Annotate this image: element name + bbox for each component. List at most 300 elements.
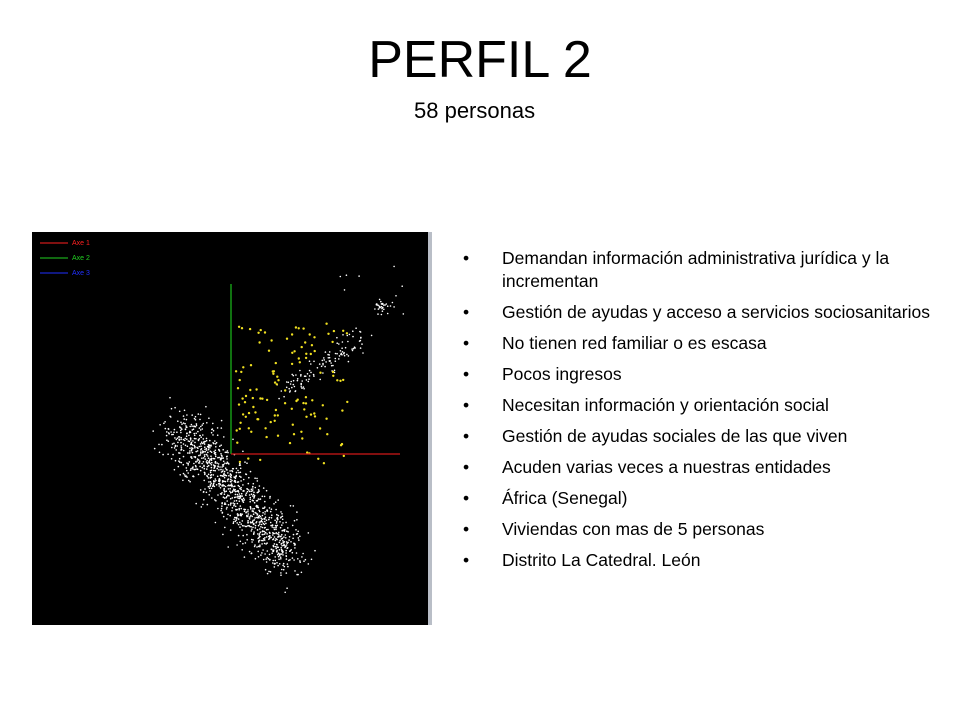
scatter-point <box>227 479 229 481</box>
scatter-point <box>281 538 283 540</box>
scatter-point <box>236 468 238 470</box>
scatter-point <box>274 529 276 531</box>
scatter-point <box>324 366 326 368</box>
scatter-point <box>205 406 207 408</box>
scatter-point <box>165 428 167 430</box>
scatter-point <box>207 504 209 506</box>
scatter-point <box>239 464 241 466</box>
legend-label-axe-1: Axe 1 <box>72 240 90 247</box>
scatter-point <box>255 525 257 527</box>
scatter-point <box>259 528 261 530</box>
scatter-point <box>271 517 273 519</box>
scatter-point <box>344 289 346 291</box>
scatter-point <box>258 498 260 500</box>
scatter-point <box>291 333 293 335</box>
scatter-point <box>284 545 286 547</box>
scatter-point <box>257 332 259 334</box>
scatter-point <box>236 517 238 519</box>
scatter-point <box>307 373 309 375</box>
scatter-point <box>178 452 180 454</box>
scatter-point <box>286 558 288 560</box>
scatter-point <box>275 501 277 503</box>
list-item: • Distrito La Catedral. León <box>452 549 947 572</box>
scatter-point <box>220 475 222 477</box>
scatter-point <box>176 445 178 447</box>
scatter-point <box>230 504 232 506</box>
scatter-point <box>249 494 251 496</box>
scatter-point <box>170 416 172 418</box>
scatter-point <box>338 343 340 345</box>
scatter-point <box>203 480 205 482</box>
scatter-point <box>220 469 222 471</box>
scatter-point <box>243 501 245 503</box>
scatter-point <box>313 374 315 376</box>
scatter-point <box>362 352 364 354</box>
scatter-point <box>260 531 262 533</box>
scatter-point <box>340 354 342 356</box>
scatter-point <box>310 363 312 365</box>
scatter-point <box>251 489 253 491</box>
scatter-point <box>281 553 283 555</box>
scatter-point <box>295 374 297 376</box>
scatter-point <box>215 456 217 458</box>
scatter-point <box>242 500 244 502</box>
scatter-point <box>330 362 332 364</box>
scatter-point <box>232 471 234 473</box>
scatter-point <box>287 527 289 529</box>
scatter-point <box>232 439 234 441</box>
scatter-point <box>179 474 181 476</box>
scatter-point <box>275 560 277 562</box>
scatter-point <box>216 484 218 486</box>
scatter-point <box>192 429 194 431</box>
scatter-point <box>285 552 287 554</box>
scatter-point <box>235 478 237 480</box>
scatter-point <box>274 563 276 565</box>
scatter-point <box>304 375 306 377</box>
scatter-point <box>275 540 277 542</box>
scatter-point <box>238 481 240 483</box>
scatter-point <box>264 331 266 333</box>
scatter-point <box>214 452 216 454</box>
scatter-point <box>189 452 191 454</box>
scatter-point <box>166 439 168 441</box>
scatter-point <box>249 501 251 503</box>
scatter-point <box>299 370 301 372</box>
scatter-point <box>224 475 226 477</box>
scatter-point <box>251 541 253 543</box>
scatter-point <box>329 357 331 359</box>
scatter-point <box>203 457 205 459</box>
scatter-point <box>202 434 204 436</box>
scatter-point <box>290 381 292 383</box>
scatter-point <box>282 554 284 556</box>
scatter-point <box>359 340 361 342</box>
scatter-point <box>276 383 278 385</box>
scatter-point <box>326 433 328 435</box>
scatter-point <box>242 490 244 492</box>
scatter-point <box>189 461 191 463</box>
scatter-point <box>270 537 272 539</box>
scatter-point <box>195 461 197 463</box>
scatter-point <box>235 506 237 508</box>
scatter-point <box>190 437 192 439</box>
scatter-point <box>278 556 280 558</box>
scatter-point <box>278 559 280 561</box>
scatter-point <box>235 476 237 478</box>
scatter-point <box>230 479 232 481</box>
scatter-point <box>266 519 268 521</box>
scatter-point <box>247 525 249 527</box>
scatter-point <box>204 449 206 451</box>
scatter-point <box>204 488 206 490</box>
scatter-point <box>193 463 195 465</box>
list-item: • Necesitan información y orientación social <box>452 394 947 417</box>
scatter-point <box>229 491 231 493</box>
scatter-point <box>201 506 203 508</box>
scatter-point <box>172 434 174 436</box>
scatter-point <box>206 462 208 464</box>
scatter-point <box>261 398 263 400</box>
scatter-point <box>183 422 185 424</box>
scatter-point <box>286 572 288 574</box>
scatter-point <box>207 455 209 457</box>
scatter-point <box>325 361 327 363</box>
scatter-point <box>197 431 199 433</box>
scatter-point <box>166 435 168 437</box>
scatter-point <box>235 491 237 493</box>
scatter-point <box>257 551 259 553</box>
scatter-point <box>201 424 203 426</box>
scatter-point <box>240 505 242 507</box>
scatter-point <box>204 468 206 470</box>
scatter-point <box>303 408 305 410</box>
scatter-point <box>217 494 219 496</box>
scatter-point <box>208 449 210 451</box>
scatter-point <box>237 515 239 517</box>
scatter-point <box>199 466 201 468</box>
scatter-point <box>251 522 253 524</box>
scatter-point <box>195 426 197 428</box>
scatter-point <box>244 461 246 463</box>
scatter-point <box>311 344 313 346</box>
legend-label-axe-2: Axe 2 <box>72 255 90 262</box>
scatter-point <box>265 523 267 525</box>
scatter-point <box>336 353 338 355</box>
scatter-point <box>261 524 263 526</box>
scatter-point <box>258 525 260 527</box>
scatter-point <box>233 488 235 490</box>
scatter-point <box>298 537 300 539</box>
scatter-point <box>208 474 210 476</box>
scatter-point <box>225 503 227 505</box>
scatter-point <box>176 431 178 433</box>
scatter-point <box>224 491 226 493</box>
scatter-point <box>168 440 170 442</box>
scatter-point <box>221 458 223 460</box>
scatter-point <box>264 427 266 429</box>
scatter-point <box>259 523 261 525</box>
scatter-point <box>371 335 373 337</box>
scatter-point <box>260 516 262 518</box>
scatter-point <box>387 313 389 315</box>
scatter-point <box>346 401 348 403</box>
scatter-point <box>196 423 198 425</box>
scatter-point <box>294 547 296 549</box>
scatter-point <box>251 493 253 495</box>
scatter-point <box>227 452 229 454</box>
scatter-point <box>269 497 271 499</box>
scatter-point <box>302 402 304 404</box>
scatter-point <box>274 533 276 535</box>
scatter-point <box>216 468 218 470</box>
scatter-point <box>249 491 251 493</box>
scatter-point <box>258 341 260 343</box>
scatter-point <box>251 490 253 492</box>
scatter-point <box>221 466 223 468</box>
scatter-point <box>331 365 333 367</box>
scatter-point <box>340 444 342 446</box>
scatter-point <box>206 454 208 456</box>
scatter-point <box>303 386 305 388</box>
scatter-point <box>282 550 284 552</box>
scatter-point <box>188 435 190 437</box>
scatter-point <box>211 432 213 434</box>
scatter-point <box>254 517 256 519</box>
scatter-point <box>222 480 224 482</box>
scatter-point <box>220 510 222 512</box>
scatter-point <box>253 531 255 533</box>
scatter-point <box>321 366 323 368</box>
scatter-point <box>223 485 225 487</box>
scatter-point <box>377 313 379 315</box>
scatter-point <box>358 275 360 277</box>
scatter-point <box>208 457 210 459</box>
scatter-point <box>236 472 238 474</box>
scatter-point <box>224 493 226 495</box>
scatter-point <box>374 308 376 310</box>
scatter-point <box>267 573 269 575</box>
scatter-point <box>223 461 225 463</box>
scatter-point <box>272 526 274 528</box>
scatter-point <box>381 303 383 305</box>
scatter-point <box>250 364 252 366</box>
scatter-point <box>250 497 252 499</box>
scatter-point <box>225 467 227 469</box>
scatter-point <box>243 498 245 500</box>
scatter-point <box>247 491 249 493</box>
scatter-point <box>183 418 185 420</box>
scatter-point <box>178 466 180 468</box>
scatter-point <box>303 560 305 562</box>
scatter-point <box>248 483 250 485</box>
scatter-point <box>226 518 228 520</box>
scatter-point <box>183 443 185 445</box>
scatter-point <box>186 435 188 437</box>
scatter-point <box>279 549 281 551</box>
scatter-point <box>283 396 285 398</box>
scatter-point <box>248 477 250 479</box>
scatter-point <box>198 455 200 457</box>
scatter-point <box>230 498 232 500</box>
scatter-point <box>194 435 196 437</box>
scatter-point <box>244 556 246 558</box>
scatter-point <box>238 485 240 487</box>
scatter-point <box>264 533 266 535</box>
scatter-point <box>346 354 348 356</box>
scatter-point <box>179 411 181 413</box>
scatter-point <box>221 455 223 457</box>
scatter-point <box>227 463 229 465</box>
scatter-point <box>245 509 247 511</box>
scatter-point <box>286 544 288 546</box>
scatter-point <box>263 507 265 509</box>
scatter-point <box>226 507 228 509</box>
scatter-point <box>191 456 193 458</box>
scatter-point <box>193 475 195 477</box>
scatter-point <box>278 532 280 534</box>
scatter-point <box>201 457 203 459</box>
scatter-point <box>341 347 343 349</box>
scatter-point <box>225 481 227 483</box>
scatter-point <box>170 431 172 433</box>
scatter-point <box>305 357 307 359</box>
scatter-point <box>202 443 204 445</box>
scatter-point <box>322 360 324 362</box>
scatter-point <box>310 372 312 374</box>
scatter-point <box>296 552 298 554</box>
scatter-point <box>185 475 187 477</box>
scatter-point <box>214 470 216 472</box>
scatter-point <box>195 451 197 453</box>
scatter-point <box>208 486 210 488</box>
scatter-point <box>189 481 191 483</box>
scatter-point <box>152 430 154 432</box>
scatter-point <box>276 562 278 564</box>
scatter-point <box>233 519 235 521</box>
scatter-point <box>268 571 270 573</box>
scatter-point <box>180 432 182 434</box>
scatter-point <box>328 354 330 356</box>
scatter-point <box>277 435 279 437</box>
scatter-point <box>262 527 264 529</box>
scatter-point <box>343 352 345 354</box>
scatter-point <box>226 490 228 492</box>
scatter-point <box>287 566 289 568</box>
scatter-point <box>231 480 233 482</box>
scatter-point <box>336 337 338 339</box>
scatter-point <box>254 411 256 413</box>
scatter-point <box>275 546 277 548</box>
scatter-point <box>232 490 234 492</box>
scatter-point <box>281 390 283 392</box>
scatter-point <box>226 508 228 510</box>
scatter-point <box>201 448 203 450</box>
scatter-point <box>265 558 267 560</box>
scatter-point <box>387 305 389 307</box>
scatter-point <box>235 509 237 511</box>
scatter-point <box>282 565 284 567</box>
scatter-point <box>274 520 276 522</box>
scatter-point <box>231 486 233 488</box>
scatter-point <box>209 458 211 460</box>
scatter-point <box>226 469 228 471</box>
scatter-point <box>284 389 286 391</box>
legend-label-axe-3: Axe 3 <box>72 270 90 277</box>
scatter-point <box>208 465 210 467</box>
scatter-point <box>260 517 262 519</box>
scatter-point <box>226 463 228 465</box>
scatter-point <box>195 438 197 440</box>
scatter-point <box>204 454 206 456</box>
scatter-point <box>297 574 299 576</box>
scatter-point <box>173 443 175 445</box>
scatter-point <box>208 444 210 446</box>
scatter-point <box>264 501 266 503</box>
scatter-point <box>221 427 223 429</box>
scatter-point <box>272 550 274 552</box>
scatter-point <box>239 496 241 498</box>
scatter-point <box>279 542 281 544</box>
scatter-point <box>168 433 170 435</box>
scatter-point <box>276 521 278 523</box>
scatter-point <box>227 514 229 516</box>
scatter-point <box>258 546 260 548</box>
scatter-point <box>259 499 261 501</box>
scatter-point <box>199 427 201 429</box>
scatter-point <box>248 517 250 519</box>
scatter-point <box>179 461 181 463</box>
scatter-point <box>211 497 213 499</box>
scatter-point <box>222 534 224 536</box>
scatter-point <box>189 426 191 428</box>
scatter-point <box>382 310 384 312</box>
scatter-point <box>278 515 280 517</box>
scatter-point <box>241 513 243 515</box>
scatter-point <box>245 542 247 544</box>
scatter-point <box>281 569 283 571</box>
scatter-point <box>281 524 283 526</box>
scatter-plot-panel <box>32 232 432 625</box>
scatter-point <box>240 371 242 373</box>
scatter-point <box>190 469 192 471</box>
scatter-point <box>286 338 288 340</box>
scatter-point <box>282 519 284 521</box>
scatter-point <box>241 493 243 495</box>
scatter-point <box>180 442 182 444</box>
scatter-point <box>269 496 271 498</box>
scatter-point <box>274 381 276 383</box>
scatter-point <box>229 515 231 517</box>
scatter-point <box>253 500 255 502</box>
scatter-point <box>203 442 205 444</box>
scatter-point <box>210 445 212 447</box>
scatter-point <box>274 536 276 538</box>
scatter-point <box>319 427 321 429</box>
scatter-point <box>390 305 392 307</box>
scatter-point <box>199 435 201 437</box>
scatter-point <box>276 551 278 553</box>
scatter-point <box>295 400 297 402</box>
scatter-point <box>224 471 226 473</box>
scatter-point <box>186 438 188 440</box>
list-item: • Pocos ingresos <box>452 363 947 386</box>
scatter-point <box>228 475 230 477</box>
scatter-point <box>354 347 356 349</box>
scatter-point <box>166 431 168 433</box>
scatter-point <box>203 461 205 463</box>
scatter-point <box>281 534 283 536</box>
